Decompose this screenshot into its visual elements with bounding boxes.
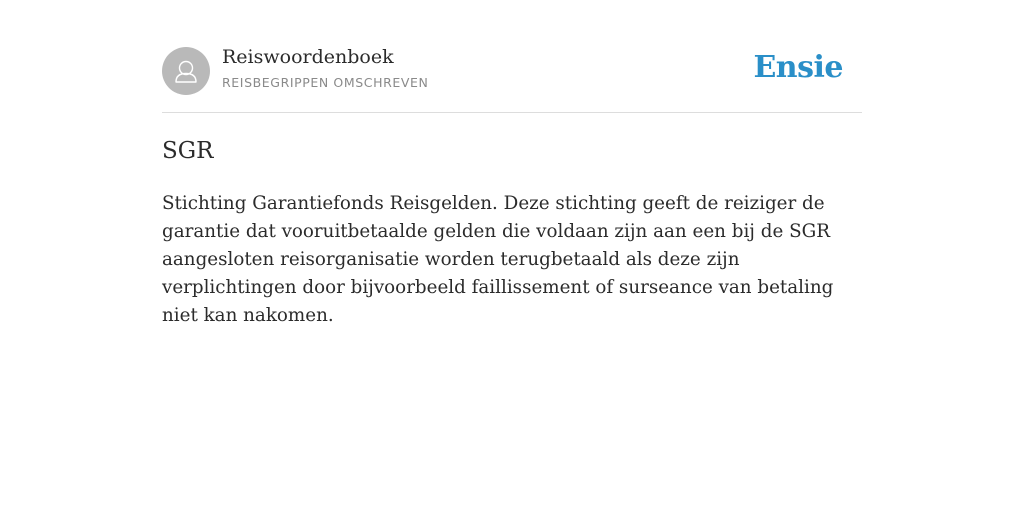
page-container — [162, 0, 862, 326]
avatar[interactable] — [162, 47, 210, 95]
author-subtitle: REISBEGRIPPEN OMSCHREVEN — [222, 75, 429, 90]
user-silhouette-icon — [162, 47, 210, 95]
entry-definition: Stichting Garantiefonds Reisgelden. Deze stichting geeft de reiziger de garantie dat vooruitbetaalde gelden die voldaan zijn aan een bij de SGR aangesloten reisorganisatie worden terugbetaald als deze zijn verplichtingen door bijvoorbeeld faillissement of surseance van betaling niet kan nakomen. — [162, 193, 834, 326]
entry-term: SGR — [162, 138, 214, 164]
brand-logo[interactable]: Ensie — [753, 50, 843, 85]
header — [162, 0, 862, 113]
author-name[interactable]: Reiswoordenboek — [222, 46, 394, 68]
